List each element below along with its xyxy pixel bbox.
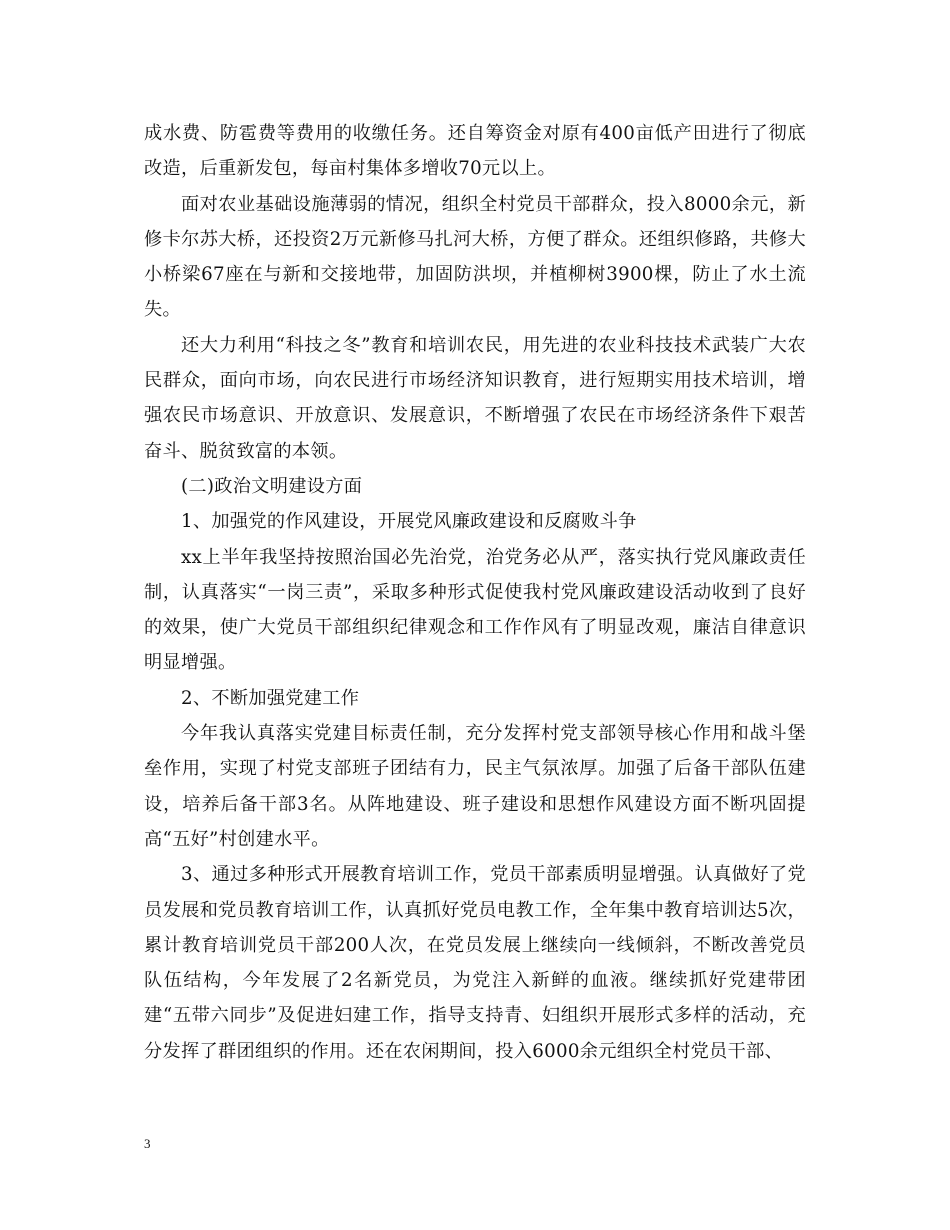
paragraph-5: 今年我认真落实党建目标责任制，充分发挥村党支部领导核心作用和战斗堡垒作用，实现了村党支部班子团结有力，民主气氛浓厚。加强了后备干部队伍建设，培养后备干部3名。从阵地建设、班子建设和思想作风建设方面不断巩固提高“五好”村创建水平。 xyxy=(144,723,806,850)
section-heading: (二)政治文明建设方面 xyxy=(181,475,363,497)
document-body xyxy=(144,116,806,1069)
paragraph-6: 3、通过多种形式开展教育培训工作，党员干部素质明显增强。认真做好了党员发展和党员教育培训工作，认真抓好党员电教工作，全年集中教育培训达5次，累计教育培训党员干部200人次，在党员发展上继续向一线倾斜，不断改善党员队伍结构，今年发展了2名新党员，为党注入新鲜的血液。继续抓好党建带团建“五带六同步”及促进妇建工作，指导支持青、妇组织开展形式多样的活动，充分发挥了群团组织的作用。还在农闲期间，投入6000余元组织全村党员干部、 xyxy=(144,864,806,1062)
page-number: 3 xyxy=(144,1136,151,1151)
paragraph-4: xx上半年我坚持按照治国必先治党，治党务必从严，落实执行党风廉政责任制，认真落实“一岗三责”，采取多种形式促使我村党风廉政建设活动收到了良好的效果，使广大党员干部组织纪律观念和工作作风有了明显改观，廉洁自律意识明显增强。 xyxy=(144,546,806,674)
paragraph-3: 还大力利用“科技之冬”教育和培训农民，用先进的农业科技技术武装广大农民群众，面向市场，向农民进行市场经济知识教育，进行短期实用技术培训，增强农民市场意识、开放意识、发展意识，不断增强了农民在市场经济条件下艰苦奋斗、脱贫致富的本领。 xyxy=(144,334,806,462)
paragraph-2: 面对农业基础设施薄弱的情况，组织全村党员干部群众，投入8000余元，新修卡尔苏大桥，还投资2万元新修马扎河大桥，方便了群众。还组织修路，共修大小桥梁67座在与新和交接地带，加固防洪坝，并植柳树3900棵，防止了水土流失。 xyxy=(144,193,806,321)
paragraph-1: 成水费、防雹费等费用的收缴任务。还自筹资金对原有400亩低产田进行了彻底改造，后重新发包，每亩村集体多增收70元以上。 xyxy=(144,123,806,180)
subheading-2: 2、不断加强党建工作 xyxy=(181,687,360,709)
subheading-1: 1、加强党的作风建设，开展党风廉政建设和反腐败斗争 xyxy=(181,511,637,533)
